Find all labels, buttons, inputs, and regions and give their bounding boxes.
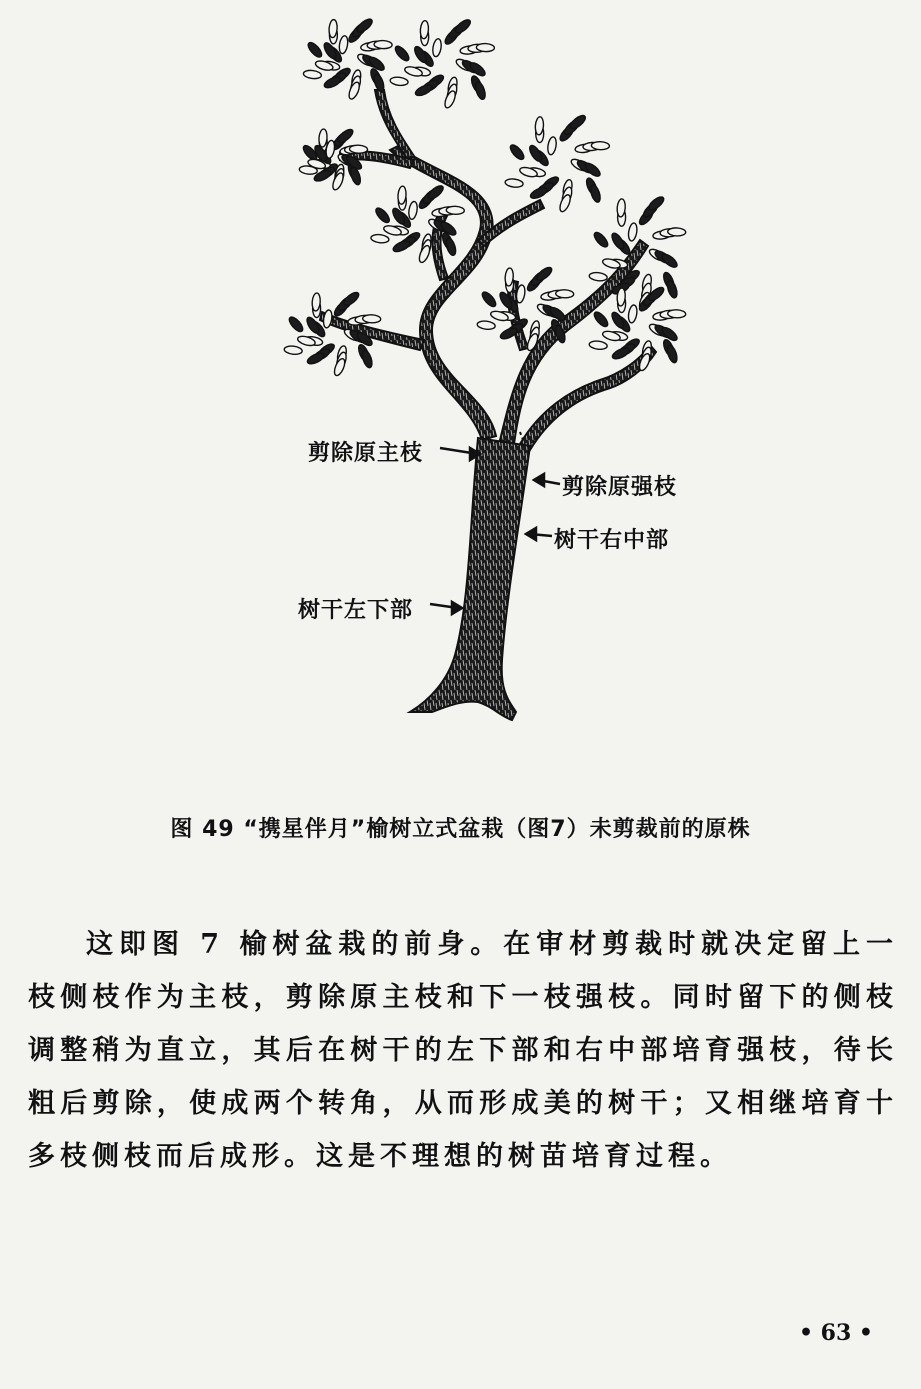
page-number: • 63 • xyxy=(798,1320,873,1346)
tree-trunk xyxy=(410,438,530,720)
label-trunk-left-lower: 树干左下部 xyxy=(298,598,414,623)
body-paragraph-block xyxy=(28,918,898,1183)
label-trunk-right-middle: 树干右中部 xyxy=(554,528,670,553)
label-cut-main-branch: 剪除原主枝 xyxy=(308,441,424,466)
label-cut-strong-branch: 剪除原强枝 xyxy=(562,475,678,500)
figure-caption: 图 49 “携星伴月”榆树立式盆栽（图7）未剪裁前的原株 xyxy=(170,817,751,842)
body-paragraph: 这即图 7 榆树盆栽的前身。在审材剪裁时就决定留上一枝侧枝作为主枝，剪除原主枝和下一枝强枝。同时留下的侧枝调整稍为直立，其后在树干的左下部和右中部培育强枝，待长粗后剪除，使成两个转角，从而形成美的树干；又相继培育十多枝侧枝而后成形。这是不理想的树苗培育过程。 xyxy=(28,929,898,1172)
